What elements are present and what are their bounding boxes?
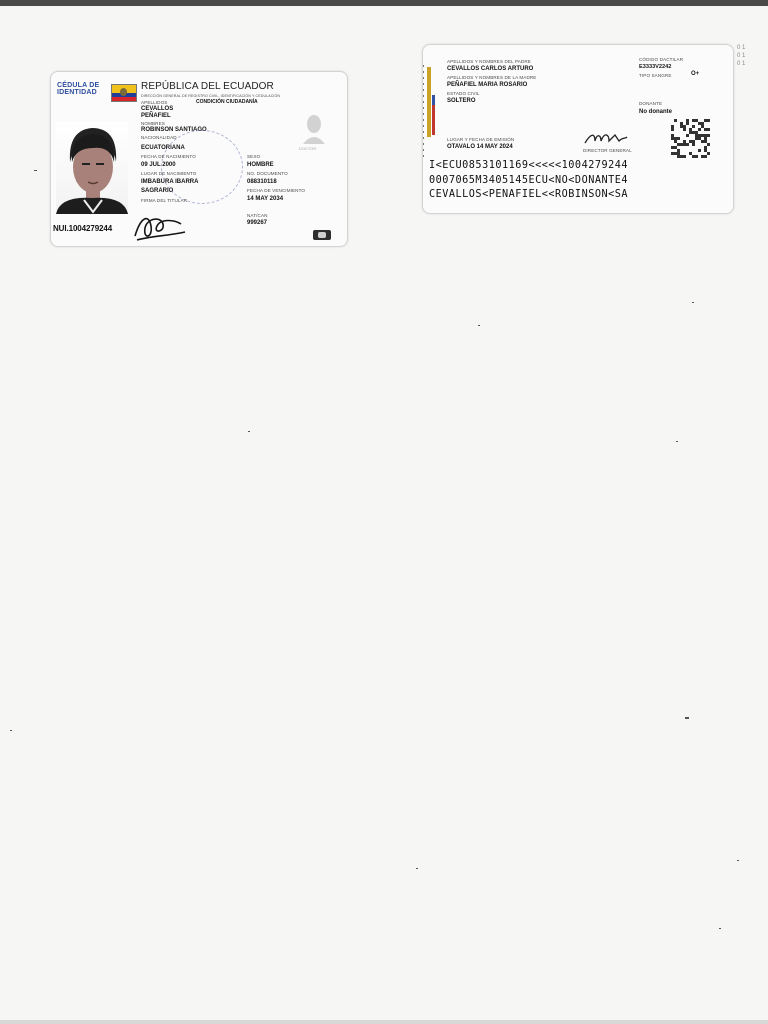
scan-speck (685, 717, 689, 719)
sangre-value: O+ (691, 71, 700, 77)
fecha-nac-value: 09 JUL 2000 (141, 162, 176, 168)
id-card-front (50, 71, 348, 247)
nat-value: 999267 (247, 220, 268, 226)
sexo-value: HOMBRE (247, 162, 274, 168)
edge-marks: 0 1 0 1 0 1 (737, 45, 746, 67)
agency-text: DIRECCIÓN GENERAL DE REGISTRO CIVIL, IDENTIFICACIÓN Y CEDULACIÓN (141, 94, 281, 98)
qr-code (671, 119, 709, 157)
mrz-block (429, 159, 628, 203)
no-doc-label: NO. DOCUMENTO (247, 171, 288, 176)
dactilar-label: CÓDIGO DACTILAR (639, 57, 684, 62)
scan-speck (478, 325, 480, 326)
mrz-line-3: CEVALLOS<PENAFIEL<<ROBINSON<SA (429, 189, 629, 200)
nacionalidad-value: ECUATORIANA (141, 145, 185, 151)
condicion-text: CONDICIÓN CIUDADANÍA (196, 99, 258, 105)
donante-label: DONANTE (639, 101, 663, 106)
lugar-exp-label: LUGAR Y FECHA DE EMISIÓN (447, 137, 515, 142)
fecha-venc-value: 14 MAY 2034 (247, 196, 284, 202)
apellidos-label: APELLIDOS (141, 100, 168, 105)
dactilar-value: E3333V2242 (639, 64, 672, 70)
scan-bottom-edge (0, 1020, 768, 1024)
scan-top-edge (0, 0, 768, 6)
fecha-venc-label: FECHA DE VENCIMIENTO (247, 188, 306, 193)
ghost-photo-label: DOCTOR (299, 146, 317, 151)
scan-speck (737, 860, 739, 861)
scan-speck (10, 730, 12, 731)
mrz-line-2: 0007065M3405145ECU<NO<DONANTE4 (429, 174, 629, 186)
edge-ticks (422, 65, 424, 161)
nombres-label: NOMBRES (141, 121, 165, 126)
color-stripe (427, 67, 431, 137)
scan-speck (34, 170, 37, 171)
cedula-label: CÉDULA DE IDENTIDAD (57, 82, 100, 96)
ecuador-flag-icon (111, 84, 137, 102)
mrz-line-1: I<ECU0853101169<<<<<1004279244 (429, 160, 629, 171)
color-stripe-red (432, 105, 435, 135)
scan-speck (676, 441, 678, 442)
color-stripe-blue (432, 95, 435, 105)
scan-speck (248, 431, 250, 432)
chip-icon (313, 230, 331, 240)
padre-value: CEVALLOS CARLOS ARTURO (447, 66, 534, 72)
ghost-photo-icon (303, 114, 325, 144)
republic-title: REPÚBLICA DEL ECUADOR (141, 81, 274, 92)
fecha-nac-label: FECHA DE NACIMIENTO (141, 154, 196, 159)
director-signature-icon (583, 129, 629, 147)
nombres-value: ROBINSON SANTIAGO (141, 127, 207, 133)
estado-value: SOLTERO (447, 98, 476, 104)
scan-speck (692, 302, 694, 303)
apellido-2: PEÑAFIEL (141, 113, 171, 119)
holder-photo (56, 122, 128, 214)
id-card-back (422, 44, 734, 214)
nacionalidad-label: NACIONALIDAD (141, 135, 177, 140)
lugar-nac-value-1: IMBABURA IBARRA (141, 179, 199, 185)
madre-value: PEÑAFIEL MARIA ROSARIO (447, 82, 528, 88)
lugar-nac-label: LUGAR DE NACIMIENTO (141, 171, 197, 176)
apellido-1: CEVALLOS (141, 106, 174, 112)
estado-label: ESTADO CIVIL (447, 91, 480, 96)
scan-speck (719, 928, 721, 929)
nat-label: NAT/CAN (247, 213, 268, 218)
firma-label: FIRMA DEL TITULAR (141, 198, 188, 203)
scan-speck (416, 868, 418, 869)
signature-icon (131, 212, 187, 244)
no-doc-value: 088310118 (247, 179, 277, 185)
padre-label: APELLIDOS Y NOMBRES DEL PADRE (447, 59, 531, 64)
nui-number: NUI.1004279244 (53, 224, 113, 233)
security-arc (161, 130, 243, 204)
donante-value: No donante (639, 109, 672, 115)
madre-label: APELLIDOS Y NOMBRES DE LA MADRE (447, 75, 537, 80)
lugar-exp-value: OTAVALO 14 MAY 2024 (447, 144, 513, 150)
sexo-label: SEXO (247, 154, 261, 159)
director-label: DIRECTOR GENERAL (583, 148, 632, 153)
sangre-label: TIPO SANGRE (639, 73, 672, 78)
lugar-nac-value-2: SAGRARIO (141, 188, 174, 194)
